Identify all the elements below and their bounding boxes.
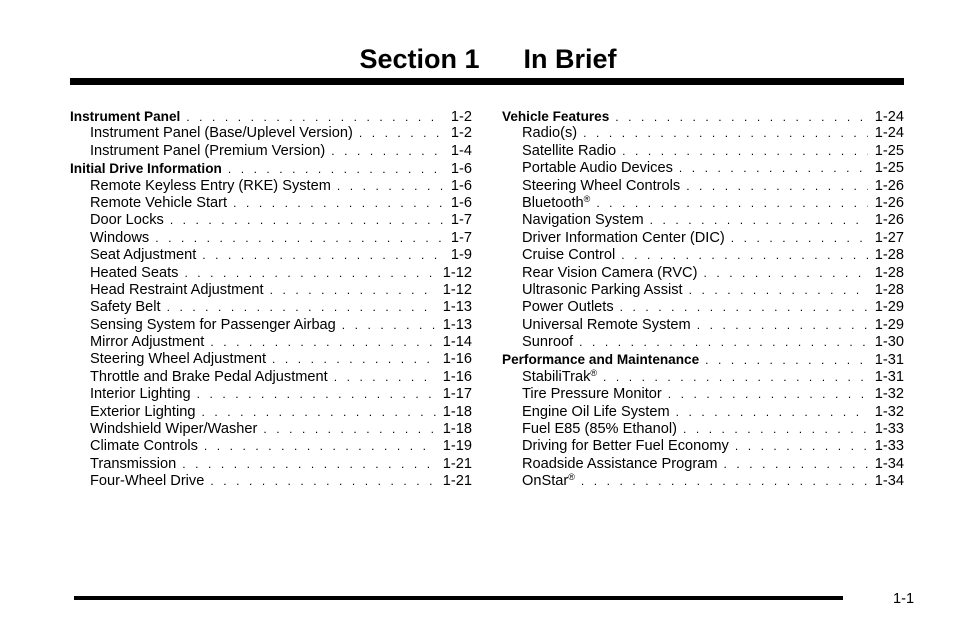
toc-entry-page: 1-34 (874, 455, 904, 472)
toc-entry-page: 1-33 (874, 421, 904, 438)
dot-leader (622, 143, 868, 160)
toc-entry[interactable] (502, 125, 904, 142)
toc-entry[interactable] (502, 265, 904, 282)
dot-leader (686, 178, 868, 195)
toc-entry-label: Remote Vehicle Start (90, 194, 228, 211)
toc-entry-label: Seat Adjustment (90, 247, 197, 264)
toc-entry-page: 1-6 (450, 194, 472, 211)
toc-entry[interactable] (502, 334, 904, 351)
toc-entry[interactable] (70, 421, 472, 438)
bottom-rule (74, 596, 843, 600)
toc-left-column (70, 108, 472, 491)
dot-leader (697, 317, 868, 334)
dot-leader (334, 369, 436, 386)
dot-leader (210, 473, 435, 490)
dot-leader (603, 369, 868, 386)
toc-entry[interactable] (70, 317, 472, 334)
toc-entry-label: Fuel E85 (85% Ethanol) (522, 421, 677, 438)
toc-entry-label: StabiliTrak® (522, 367, 598, 385)
dot-leader (724, 456, 868, 473)
toc-entry-label: Four-Wheel Drive (90, 473, 205, 490)
toc-entry[interactable] (502, 299, 904, 316)
toc-entry[interactable] (502, 212, 904, 229)
toc-right-column (502, 108, 904, 491)
toc-entry-label: Head Restraint Adjustment (90, 281, 264, 298)
toc-entry[interactable] (70, 351, 472, 368)
toc-entry-page: 1-25 (874, 160, 904, 177)
toc-entry-page: 1-28 (874, 247, 904, 264)
toc-entry[interactable] (502, 282, 904, 299)
top-rule (70, 78, 904, 85)
toc-entry-label: Engine Oil Life System (522, 403, 670, 420)
toc-entry[interactable] (70, 230, 472, 247)
toc-entry-page: 1-21 (442, 455, 472, 472)
dot-leader (703, 265, 867, 282)
toc-entry[interactable] (70, 334, 472, 351)
toc-entry-page: 1-30 (874, 334, 904, 351)
dot-leader (581, 473, 868, 490)
toc-entry-page: 1-12 (442, 281, 472, 298)
toc-section-entry[interactable] (502, 351, 904, 368)
toc-entry-page: 1-9 (450, 247, 472, 264)
toc-section-entry[interactable] (502, 108, 904, 125)
toc-entry-label: Sensing System for Passenger Airbag (90, 316, 336, 333)
toc-entry-page: 1-16 (442, 368, 472, 385)
toc-entry-page: 1-16 (442, 351, 472, 368)
toc-entry-label: Satellite Radio (522, 142, 617, 159)
dot-leader (272, 351, 436, 368)
toc-entry-label: Tire Pressure Monitor (522, 386, 662, 403)
toc-entry[interactable] (70, 282, 472, 299)
toc-entry-page: 1-31 (874, 368, 904, 385)
toc-entry[interactable] (502, 456, 904, 473)
dot-leader (689, 282, 868, 299)
toc-entry-label: Roadside Assistance Program (522, 455, 718, 472)
dot-leader (202, 247, 444, 264)
toc-entry-page: 1-26 (874, 194, 904, 211)
section-number: Section 1 (359, 44, 480, 74)
dot-leader (170, 212, 444, 229)
dot-leader (579, 334, 868, 351)
toc-entry-page: 1-21 (442, 473, 472, 490)
toc-entry[interactable] (70, 438, 472, 455)
toc-entry-label: Driver Information Center (DIC) (522, 229, 725, 246)
toc-entry[interactable] (70, 265, 472, 282)
dot-leader (167, 299, 436, 316)
toc-entry-page: 1-31 (874, 352, 904, 369)
toc-entry-page: 1-7 (450, 212, 472, 229)
toc-entry-label: Power Outlets (522, 299, 614, 316)
toc-entry-page: 1-7 (450, 229, 472, 246)
toc-entry-page: 1-18 (442, 421, 472, 438)
toc-entry-label: Portable Audio Devices (522, 160, 673, 177)
registered-mark: ® (568, 472, 575, 483)
toc-entry-page: 1-27 (874, 229, 904, 246)
dot-leader (182, 456, 436, 473)
toc-entry[interactable] (70, 125, 472, 142)
toc-entry[interactable] (70, 212, 472, 229)
toc-entry-label: Transmission (90, 455, 177, 472)
toc-entry-label: Instrument Panel (Premium Version) (90, 142, 326, 159)
toc-entry-page: 1-25 (874, 142, 904, 159)
toc-entry-page: 1-24 (874, 125, 904, 142)
toc-entry-page: 1-24 (874, 109, 904, 125)
toc-entry[interactable] (70, 456, 472, 473)
dot-leader (342, 317, 436, 334)
toc-section-entry[interactable] (70, 160, 472, 177)
toc-entry[interactable] (70, 247, 472, 264)
toc-entry-page: 1-18 (442, 403, 472, 420)
toc-entry-label: Cruise Control (522, 247, 616, 264)
toc-entry[interactable] (70, 369, 472, 386)
dot-leader (197, 386, 436, 403)
toc-entry-label: Sunroof (522, 334, 574, 351)
toc-entry-page: 1-12 (442, 264, 472, 281)
toc-entry-page: 1-26 (874, 212, 904, 229)
toc-entry[interactable] (70, 143, 472, 160)
toc-entry-page: 1-32 (874, 403, 904, 420)
toc-entry[interactable] (502, 473, 904, 490)
toc-entry-label: Instrument Panel (70, 109, 181, 124)
toc-entry-page: 1-2 (450, 109, 472, 125)
toc-entry-label: Ultrasonic Parking Assist (522, 281, 683, 298)
toc-entry-page: 1-13 (442, 316, 472, 333)
toc-entry-label: Driving for Better Fuel Economy (522, 438, 729, 455)
dot-leader (359, 125, 444, 142)
toc-entry[interactable] (502, 247, 904, 264)
toc-entry-label: Vehicle Features (502, 109, 610, 124)
toc-entry-label: Rear Vision Camera (RVC) (522, 264, 698, 281)
toc-entry[interactable] (502, 178, 904, 195)
toc-entry-label: Throttle and Brake Pedal Adjustment (90, 368, 328, 385)
dot-leader (735, 438, 868, 455)
dot-leader (705, 352, 868, 369)
toc-entry-page: 1-6 (450, 177, 472, 194)
dot-leader (184, 265, 435, 282)
dot-leader (731, 230, 868, 247)
toc-entry-page: 1-17 (442, 386, 472, 403)
toc-entry-label: Steering Wheel Controls (522, 177, 681, 194)
toc-entry-page: 1-34 (874, 473, 904, 490)
toc-entry[interactable] (502, 438, 904, 455)
toc-entry[interactable] (70, 386, 472, 403)
toc-entry-label: Heated Seats (90, 264, 179, 281)
toc-entry[interactable] (502, 195, 904, 212)
dot-leader (331, 143, 444, 160)
toc-entry-page: 1-19 (442, 438, 472, 455)
toc-entry-page: 1-32 (874, 386, 904, 403)
toc-entry[interactable] (70, 178, 472, 195)
dot-leader (210, 334, 435, 351)
toc-entry-label: Instrument Panel (Base/Uplevel Version) (90, 125, 353, 142)
toc-entry-label: Exterior Lighting (90, 403, 196, 420)
dot-leader (186, 109, 444, 126)
section-name: In Brief (523, 44, 617, 74)
dot-leader (228, 161, 444, 178)
dot-leader (615, 109, 867, 126)
toc-entry-page: 1-2 (450, 125, 472, 142)
toc-entry-page: 1-29 (874, 316, 904, 333)
dot-leader (337, 178, 444, 195)
dot-leader (263, 421, 435, 438)
toc-entry-page: 1-29 (874, 299, 904, 316)
dot-leader (233, 195, 444, 212)
dot-leader (620, 299, 868, 316)
toc-entry-page: 1-33 (874, 438, 904, 455)
registered-mark: ® (583, 193, 591, 204)
toc-entry-label: Navigation System (522, 212, 644, 229)
toc-entry-page: 1-28 (874, 264, 904, 281)
toc-entry-page: 1-4 (450, 142, 472, 159)
toc-entry[interactable] (70, 404, 472, 421)
toc-entry[interactable] (502, 160, 904, 177)
toc-entry-label: Remote Keyless Entry (RKE) System (90, 177, 331, 194)
dot-leader (650, 212, 868, 229)
toc-entry[interactable] (502, 143, 904, 160)
page-title (0, 44, 954, 75)
dot-leader (683, 421, 868, 438)
toc-entry-page: 1-28 (874, 281, 904, 298)
dot-leader (583, 125, 868, 142)
dot-leader (679, 160, 868, 177)
toc-entry-label: Initial Drive Information (70, 161, 222, 177)
toc-entry[interactable] (70, 299, 472, 316)
registered-mark: ® (590, 367, 598, 378)
dot-leader (204, 438, 436, 455)
toc-entry-page: 1-6 (450, 161, 472, 178)
toc-entry-label: Windshield Wiper/Washer (90, 421, 258, 438)
toc-entry-label: Interior Lighting (90, 386, 191, 403)
toc-entry[interactable] (502, 404, 904, 421)
toc-entry-label: Climate Controls (90, 438, 198, 455)
dot-leader (676, 404, 868, 421)
dot-leader (621, 247, 868, 264)
toc-entry[interactable] (502, 317, 904, 334)
toc-section-entry[interactable] (70, 108, 472, 125)
dot-leader (596, 195, 867, 212)
dot-leader (155, 230, 444, 247)
toc-entry[interactable] (70, 473, 472, 490)
dot-leader (270, 282, 436, 299)
toc-entry-page: 1-14 (442, 334, 472, 351)
toc-entry-label: Performance and Maintenance (502, 352, 700, 368)
toc-entry-page: 1-26 (874, 177, 904, 194)
toc-entry-label: Door Locks (90, 212, 164, 229)
toc-entry[interactable] (502, 369, 904, 386)
toc-entry[interactable] (70, 195, 472, 212)
page-number: 1-1 (893, 591, 915, 607)
toc-entry-label: Mirror Adjustment (90, 334, 205, 351)
toc-entry[interactable] (502, 386, 904, 403)
toc-entry-page: 1-13 (442, 299, 472, 316)
toc-entry-label: Safety Belt (90, 299, 161, 316)
toc-entry-label: Windows (90, 229, 150, 246)
toc-entry-label: Bluetooth® (522, 193, 591, 211)
toc-entry-label: OnStar® (522, 472, 575, 490)
toc-entry-label: Steering Wheel Adjustment (90, 351, 267, 368)
toc-entry[interactable] (502, 421, 904, 438)
toc-entry-label: Universal Remote System (522, 316, 691, 333)
toc-entry[interactable] (502, 230, 904, 247)
dot-leader (201, 404, 435, 421)
toc-entry-label: Radio(s) (522, 125, 578, 142)
dot-leader (668, 386, 868, 403)
